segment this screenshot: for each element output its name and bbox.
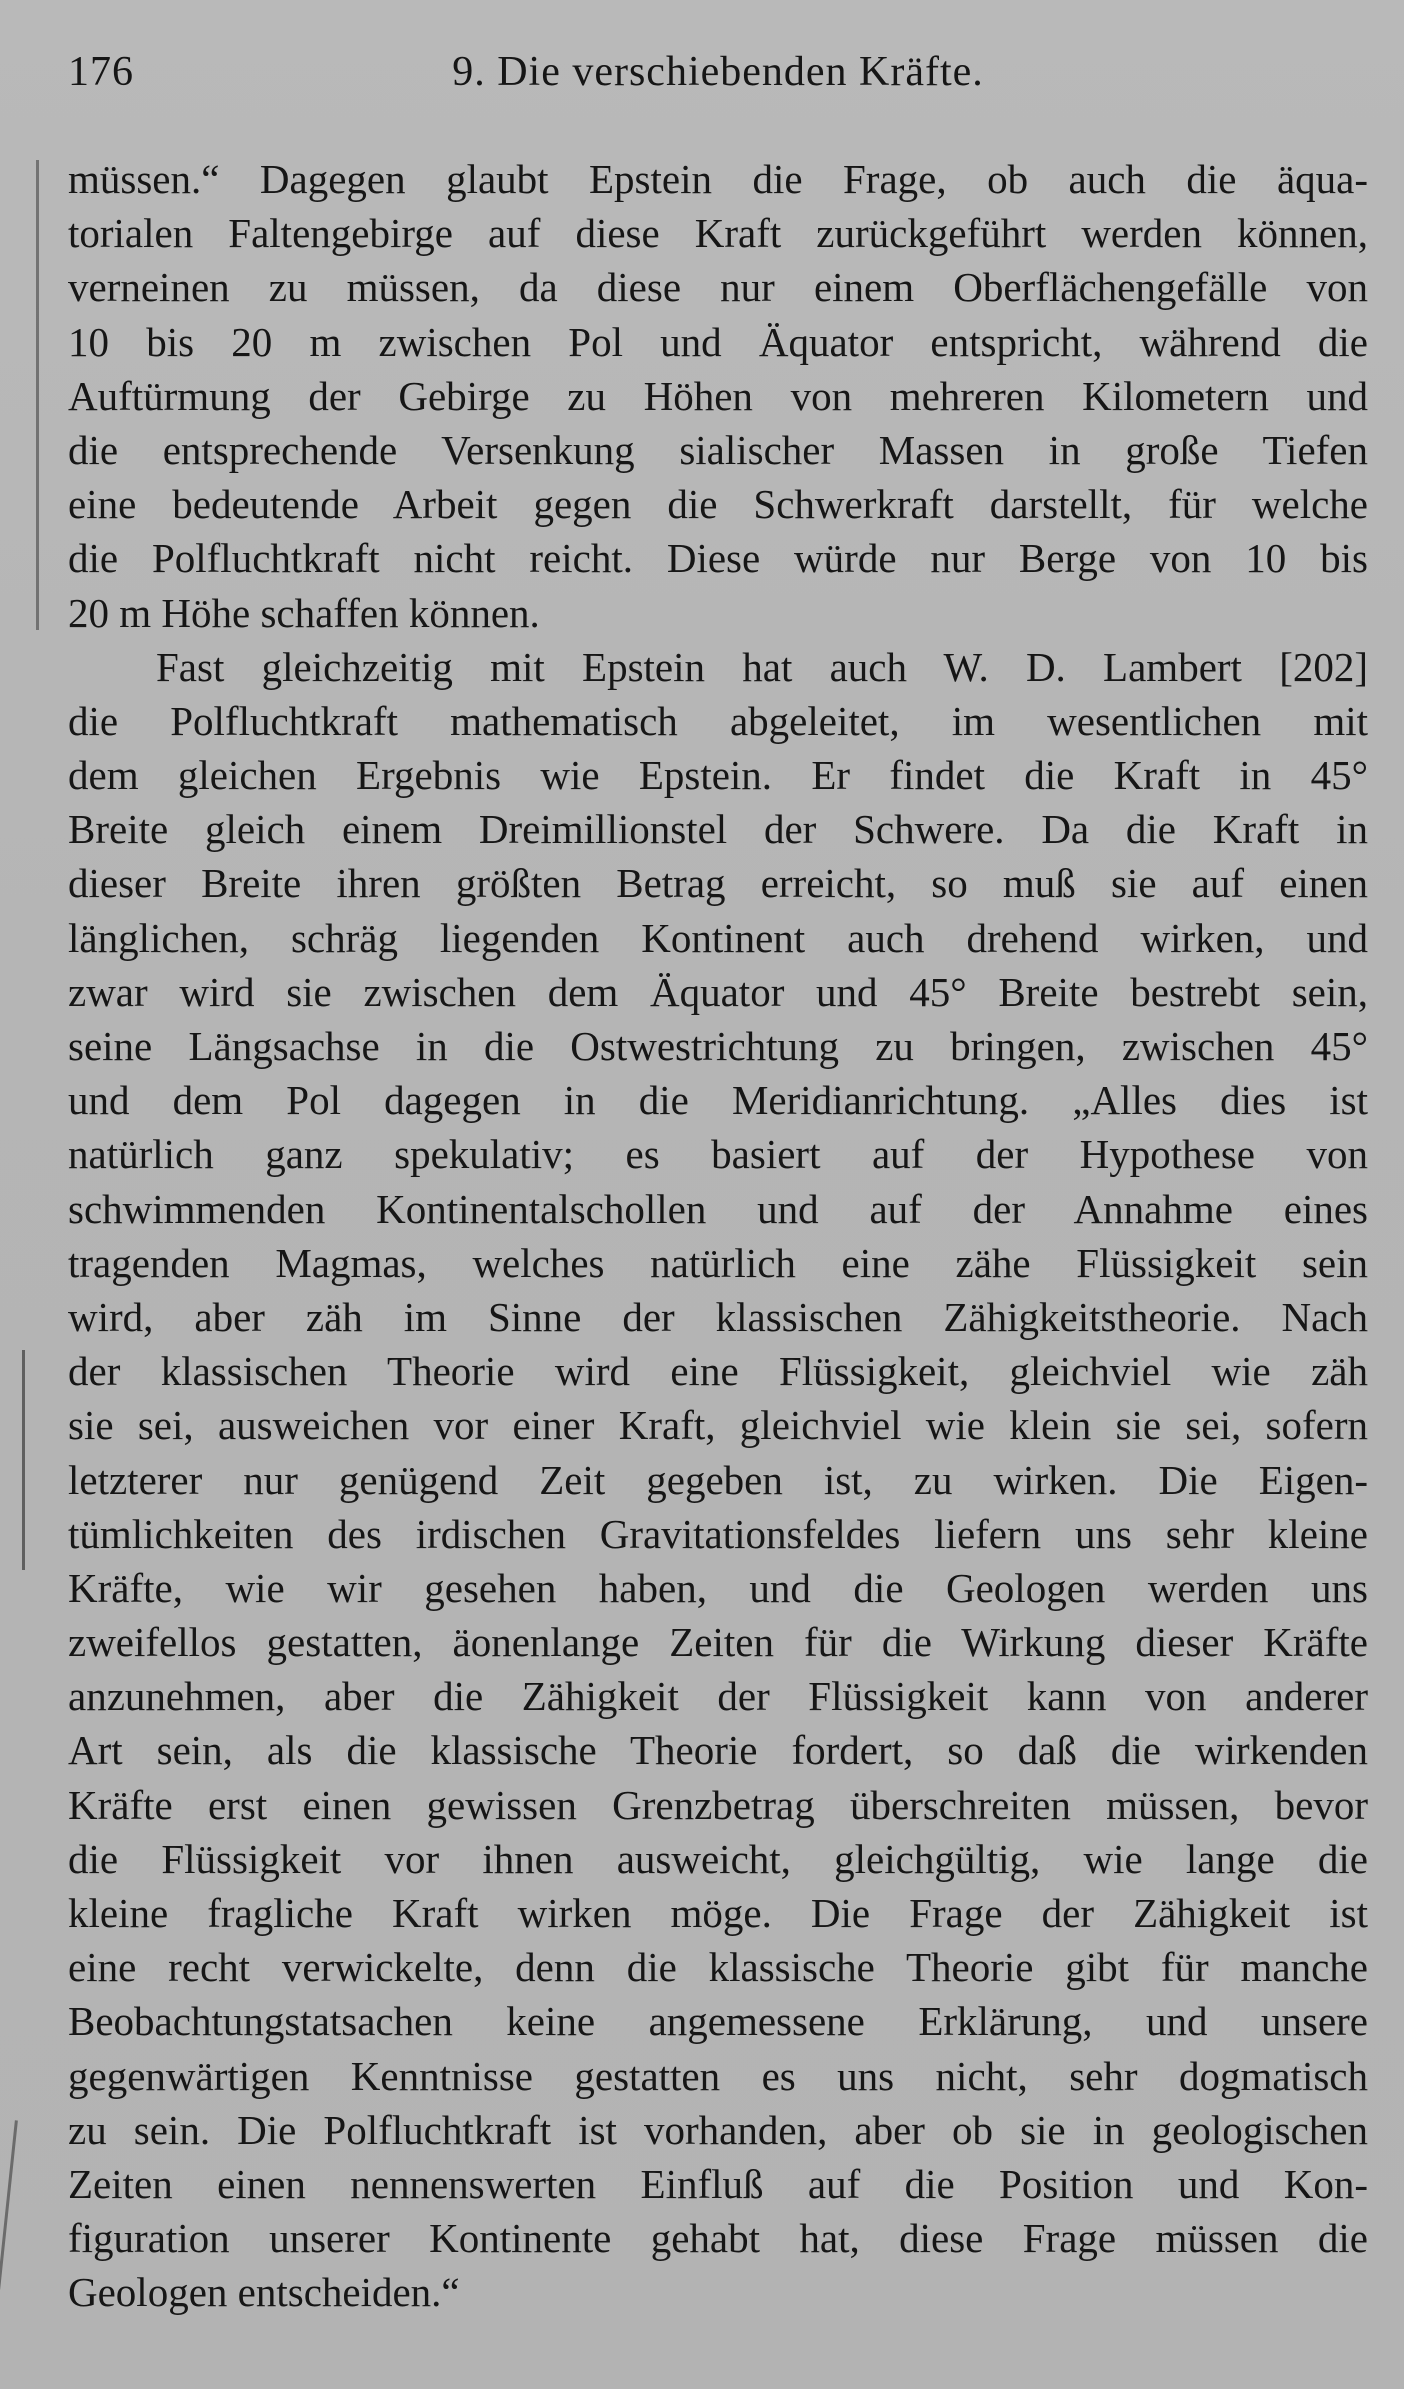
text-line: Geologen entscheiden.“ <box>68 2269 460 2316</box>
running-title: 9. Die verschiebenden Kräfte. <box>452 49 984 95</box>
text-line: Art sein, als die klassische Theorie fordert, so daß die wirkenden <box>68 1727 1368 1774</box>
text-line: dem gleichen Ergebnis wie Epstein. Er findet die Kraft in 45° <box>68 752 1368 799</box>
text-line: zwar wird sie zwischen dem Äquator und 45° Breite bestrebt sein, <box>68 968 1368 1015</box>
text-line: Zeiten einen nennenswerten Einfluß auf die Position und Kon- <box>68 2160 1368 2207</box>
text-line: natürlich ganz spekulativ; es basiert auf der Hypothese von <box>68 1131 1368 1178</box>
text-line: Beobachtungstatsachen keine angemessene Erklärung, und unsere <box>68 1998 1368 2045</box>
text-line: verneinen zu müssen, da diese nur einem Oberflächengefälle von <box>68 264 1368 311</box>
text-line: Auftürmung der Gebirge zu Höhen von mehreren Kilometern und <box>68 372 1368 419</box>
text-line: Fast gleichzeitig mit Epstein hat auch W. D. Lambert [202] <box>156 643 1368 690</box>
text-line: eine bedeutende Arbeit gegen die Schwerkraft darstellt, für welche <box>68 481 1368 528</box>
text-line: der klassischen Theorie wird eine Flüssigkeit, gleichviel wie zäh <box>68 1348 1368 1395</box>
text-line: tümlichkeiten des irdischen Gravitationsfeldes liefern uns sehr kleine <box>68 1510 1368 1557</box>
text-line: Kräfte erst einen gewissen Grenzbetrag überschreiten müssen, bevor <box>68 1781 1368 1828</box>
text-line: figuration unserer Kontinente gehabt hat, diese Frage müssen die <box>68 2215 1368 2262</box>
text-line: zu sein. Die Polfluchtkraft ist vorhanden, aber ob sie in geologischen <box>68 2106 1368 2153</box>
text-line: dieser Breite ihren größten Betrag erreicht, so muß sie auf einen <box>68 860 1368 907</box>
text-line: wird, aber zäh im Sinne der klassischen Zähigkeitstheorie. Nach <box>68 1293 1368 1340</box>
text-line: die Polfluchtkraft nicht reicht. Diese würde nur Berge von 10 bis <box>68 535 1368 582</box>
text-line: 10 bis 20 m zwischen Pol und Äquator entspricht, während die <box>68 318 1368 365</box>
text-line: 20 m Höhe schaffen können. <box>68 589 540 636</box>
text-line: die Polfluchtkraft mathematisch abgeleitet, im wesentlichen mit <box>68 697 1368 744</box>
text-line: und dem Pol dagegen in die Meridianrichtung. „Alles dies ist <box>68 1077 1368 1124</box>
text-line: länglichen, schräg liegenden Kontinent auch drehend wirken, und <box>68 914 1368 961</box>
text-line: zweifellos gestatten, äonenlange Zeiten für die Wirkung dieser Kräfte <box>68 1619 1368 1666</box>
text-line: tragenden Magmas, welches natürlich eine zähe Flüssigkeit sein <box>68 1239 1368 1286</box>
body-text <box>68 152 1368 2320</box>
page-header <box>68 42 1368 102</box>
page-number: 176 <box>68 49 134 95</box>
text-line: seine Längsachse in die Ostwestrichtung zu bringen, zwischen 45° <box>68 1023 1368 1069</box>
text-line: anzunehmen, aber die Zähigkeit der Flüssigkeit kann von anderer <box>68 1673 1368 1720</box>
text-line: die Flüssigkeit vor ihnen ausweicht, gleichgültig, wie lange die <box>68 1835 1368 1882</box>
text-line: müssen.“ Dagegen glaubt Epstein die Frage, ob auch die äqua- <box>68 156 1368 202</box>
text-line: Breite gleich einem Dreimillionstel der Schwere. Da die Kraft in <box>68 806 1368 853</box>
text-line: torialen Faltengebirge auf diese Kraft zurückgeführt werden können, <box>68 210 1368 257</box>
text-line: schwimmenden Kontinentalschollen und auf der Annahme eines <box>68 1185 1368 1232</box>
text-line: letzterer nur genügend Zeit gegeben ist, zu wirken. Die Eigen- <box>68 1456 1368 1503</box>
margin-mark-top <box>36 160 39 630</box>
margin-mark-middle <box>22 1350 25 1570</box>
text-line: gegenwärtigen Kenntnisse gestatten es uns nicht, sehr dogmatisch <box>68 2052 1368 2099</box>
text-line: eine recht verwickelte, denn die klassische Theorie gibt für manche <box>68 1944 1368 1991</box>
text-line: kleine fragliche Kraft wirken möge. Die Frage der Zähigkeit ist <box>68 1890 1368 1936</box>
text-line: Kräfte, wie wir gesehen haben, und die Geologen werden uns <box>68 1564 1368 1611</box>
text-line: die entsprechende Versenkung sialischer Massen in große Tiefen <box>68 426 1368 473</box>
text-line: sie sei, ausweichen vor einer Kraft, gleichviel wie klein sie sei, sofern <box>68 1402 1368 1449</box>
margin-mark-bottom <box>0 2120 18 2289</box>
